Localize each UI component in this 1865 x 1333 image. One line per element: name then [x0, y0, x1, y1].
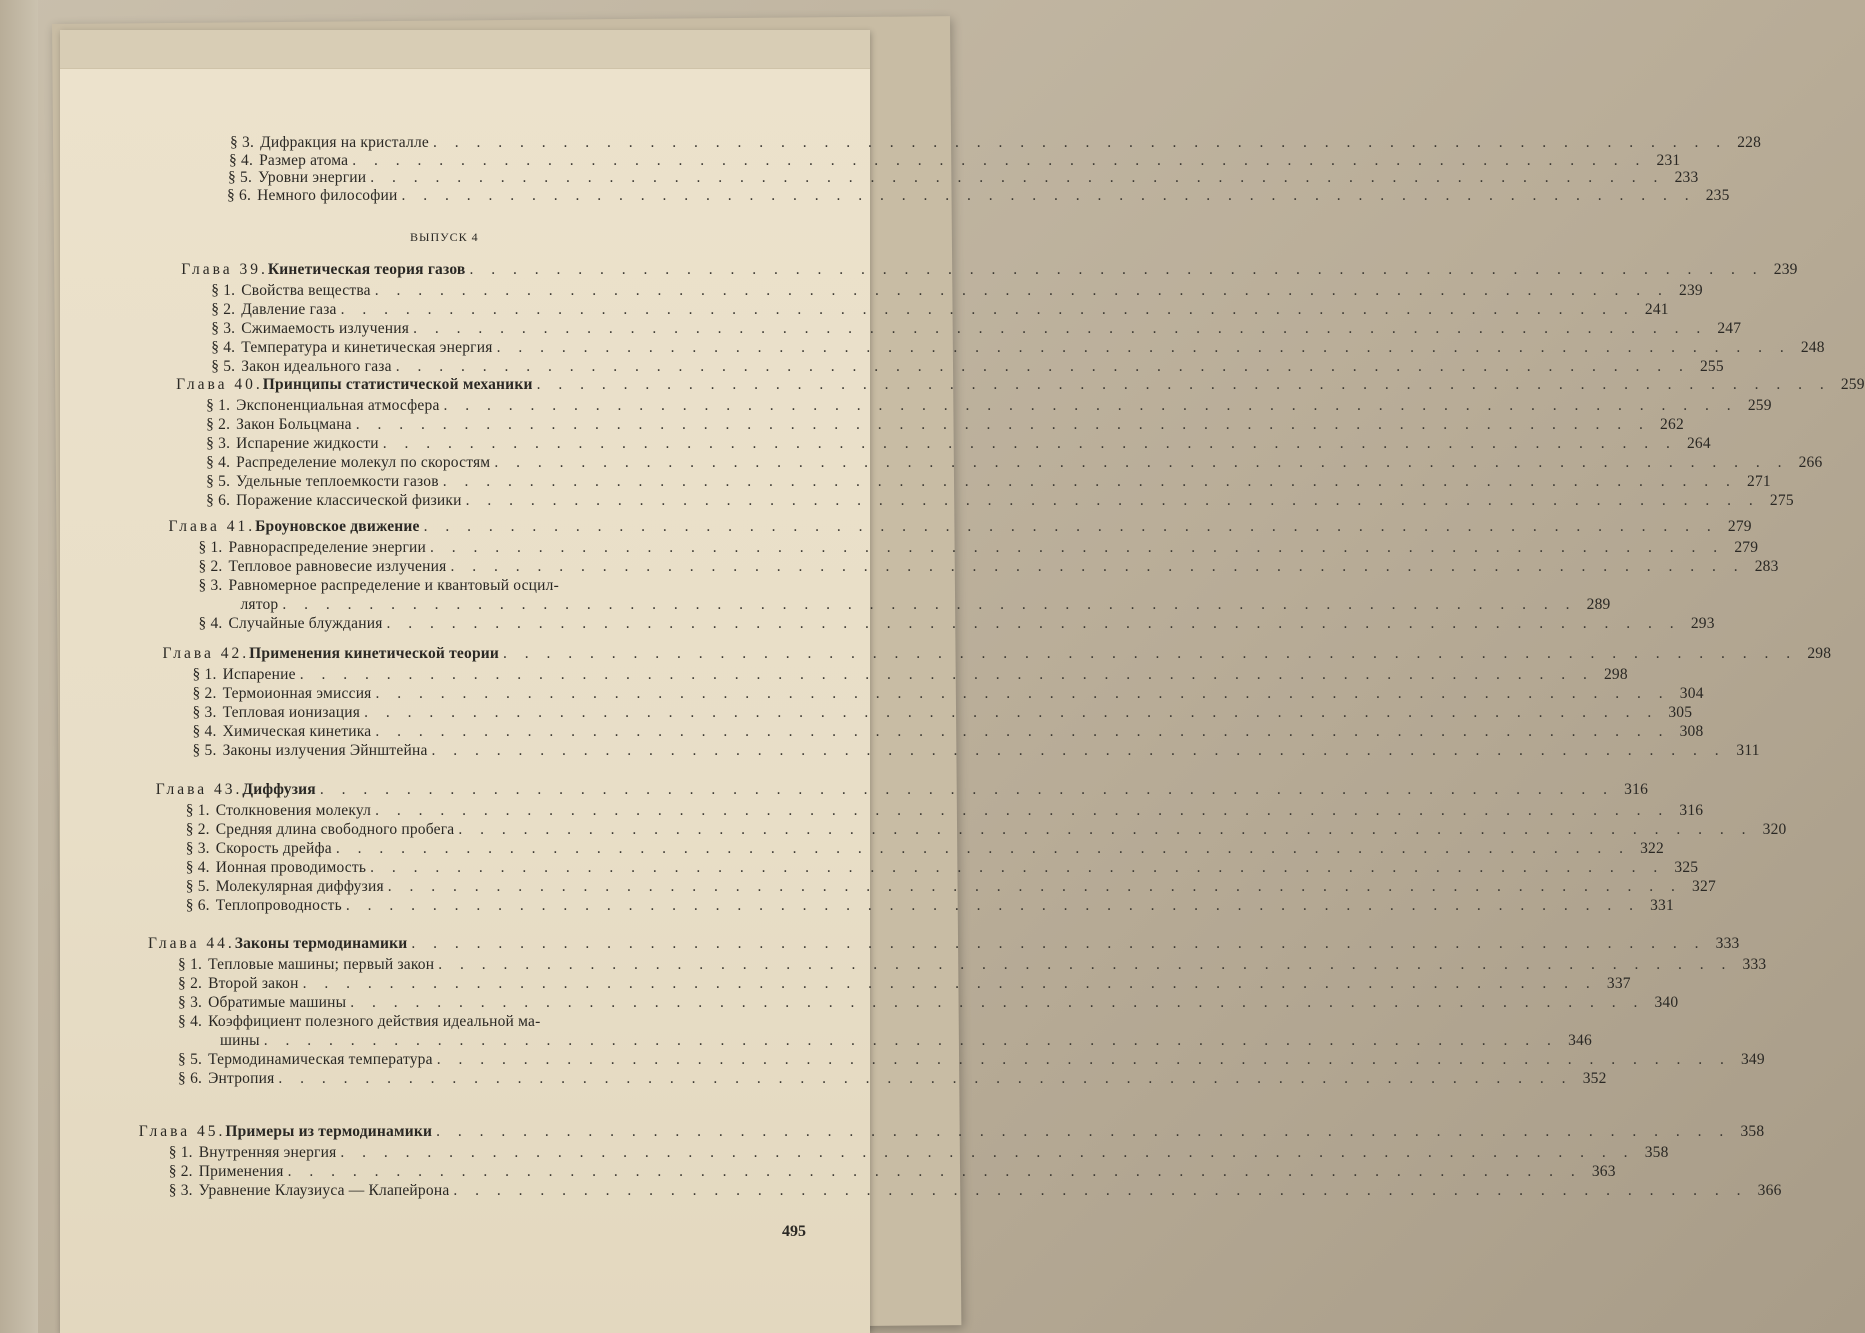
page-ref: 259	[1747, 397, 1772, 414]
dot-leader: . . . . . . . . . . . . . . . . . . . . . . . . . . . . . . . . . . . . . . . . . . . . . . . . . . . . . . . . . . . .	[375, 685, 1670, 702]
page-ref: 262	[1660, 416, 1684, 433]
page-ref: 289	[1586, 596, 1611, 613]
section-marker: § 4.	[198, 615, 223, 632]
section-marker: § 4.	[192, 723, 217, 740]
section-title: Термодинамическая температура	[208, 1051, 433, 1068]
section-title: Испарение	[222, 666, 296, 683]
page-ref: 235	[1705, 186, 1730, 204]
section-title-continuation: лятор	[240, 596, 279, 613]
section-entry-continuation	[240, 596, 1611, 616]
dot-leader: . . . . . . . . . . . . . . . . . . . . . . . . . . . . . . . . . . . . . . . . . . . . . . . . . . . . . . . . . . . .	[282, 596, 1577, 613]
page-ref: 322	[1640, 840, 1664, 857]
page-ref: 228	[1737, 134, 1762, 151]
section-marker: § 1.	[178, 956, 203, 973]
dot-leader: . . . . . . . . . . . . . . . . . . . . . . . . . . . . . . . . . . . . . . . . . . . . . . . . . . . . . . . . . . . .	[350, 994, 1645, 1011]
section-entry	[198, 558, 1779, 578]
section-entry	[178, 956, 1767, 976]
section-entry	[178, 975, 1631, 995]
dot-leader: . . . . . . . . . . . . . . . . . . . . . . . . . . . . . . . . . . . . . . . . . . . . . . . . . . . . . . . . . . . .	[364, 704, 1659, 721]
section-title: Молекулярная диффузия	[215, 878, 384, 895]
section-entry	[198, 615, 1715, 635]
dot-leader: . . . . . . . . . . . . . . . . . . . . . . . . . . . . . . . . . . . . . . . . . . . . . . . . . . . . . . . . . . . .	[432, 134, 1728, 151]
section-entry	[198, 539, 1759, 559]
section-marker: § 2.	[211, 301, 236, 318]
section-entry	[211, 282, 1703, 302]
dot-leader: . . . . . . . . . . . . . . . . . . . . . . . . . . . . . . . . . . . . . . . . . . . . . . . . . . . . . . . . . . . .	[423, 518, 1718, 535]
dot-leader: . . . . . . . . . . . . . . . . . . . . . . . . . . . . . . . . . . . . . . . . . . . . . . . . . . . . . . . . . . . .	[443, 397, 1738, 414]
section-entry	[192, 704, 1693, 724]
section-title: Ионная проводимость	[215, 859, 367, 876]
section-marker: § 1.	[185, 802, 210, 819]
section-marker: § 5.	[228, 169, 253, 186]
section-entry	[192, 685, 1704, 705]
section-entry	[185, 840, 1664, 860]
page-ref: 327	[1692, 878, 1716, 895]
section-title: Случайные блуждания	[228, 615, 383, 632]
page-ref: 358	[1740, 1123, 1765, 1140]
section-marker: § 1.	[168, 1144, 193, 1161]
section-entry	[211, 339, 1825, 359]
page-ref: 279	[1727, 518, 1752, 535]
section-marker: § 3.	[206, 435, 231, 452]
section-marker: § 5.	[211, 358, 236, 375]
page-ref: 331	[1650, 897, 1674, 914]
page-ref: 320	[1762, 821, 1787, 838]
page-ref: 298	[1807, 645, 1832, 662]
dot-leader: . . . . . . . . . . . . . . . . . . . . . . . . . . . . . . . . . . . . . . . . . . . . . . . . . . . . . . . . . . . .	[375, 723, 1670, 740]
dot-leader: . . . . . . . . . . . . . . . . . . . . . . . . . . . . . . . . . . . . . . . . . . . . . . . . . . . . . . . . . . . .	[536, 376, 1831, 393]
section-marker: § 4.	[229, 151, 254, 169]
dot-leader: . . . . . . . . . . . . . . . . . . . . . . . . . . . . . . . . . . . . . . . . . . . . . . . . . . . . . . . . . . . .	[370, 859, 1665, 876]
page-ref: 366	[1757, 1182, 1782, 1199]
page-ref: 275	[1769, 492, 1794, 509]
chapter-label: Глава 40.	[176, 376, 263, 393]
dot-leader: . . . . . . . . . . . . . . . . . . . . . . . . . . . . . . . . . . . . . . . . . . . . . . . . . . . . . . . . . . . .	[386, 615, 1681, 632]
page-ref: 325	[1674, 859, 1699, 876]
section-title: Дифракция на кристалле	[260, 134, 429, 151]
page-ref: 349	[1740, 1051, 1765, 1068]
section-title: Химическая кинетика	[222, 723, 372, 740]
page-ref: 337	[1606, 975, 1631, 992]
section-marker: § 1.	[206, 397, 231, 414]
section-entry	[168, 1163, 1616, 1183]
section-title: Столкновения молекул	[215, 802, 372, 819]
section-marker: § 3.	[230, 134, 255, 151]
section-entry	[185, 897, 1674, 917]
page-ref: 255	[1699, 358, 1724, 375]
section-marker: § 5.	[192, 742, 217, 759]
dot-leader: . . . . . . . . . . . . . . . . . . . . . . . . . . . . . . . . . . . . . . . . . . . . . . . . . . . . . . . . . . . .	[442, 473, 1737, 490]
section-entry	[198, 577, 746, 597]
section-title: Удельные теплоемкости газов	[236, 473, 439, 490]
issue-heading: ВЫПУСК 4	[410, 230, 479, 244]
section-entry	[206, 397, 1772, 417]
section-title: Поражение классической физики	[236, 492, 462, 509]
dot-leader: . . . . . . . . . . . . . . . . . . . . . . . . . . . . . . . . . . . . . . . . . . . . . . . . . . . . . . . . . . . .	[382, 435, 1677, 452]
section-entry	[178, 1051, 1765, 1071]
section-entry	[227, 186, 1730, 207]
book-page	[60, 30, 1865, 1333]
section-entry	[211, 358, 1724, 378]
chapter-label: Глава 45.	[138, 1123, 226, 1140]
section-title: Испарение жидкости	[236, 435, 379, 452]
section-title: Распределение молекул по скоростям	[236, 454, 491, 471]
section-entry	[206, 416, 1684, 436]
section-title: Уравнение Клаузиуса — Клапейрона	[198, 1182, 450, 1199]
table-edge	[0, 0, 38, 1333]
table-of-contents	[60, 30, 1865, 1333]
dot-leader: . . . . . . . . . . . . . . . . . . . . . . . . . . . . . . . . . . . . . . . . . . . . . . . . . . . . . . . . . . . .	[436, 1123, 1731, 1140]
section-marker: § 6.	[206, 492, 231, 509]
section-entry	[178, 994, 1679, 1014]
section-entry	[185, 859, 1699, 879]
page-ref: 304	[1679, 685, 1704, 702]
section-title: Второй закон	[208, 975, 299, 992]
section-marker: § 6.	[178, 1070, 203, 1087]
chapter-label: Глава 44.	[148, 935, 235, 952]
page-ref: 266	[1798, 454, 1823, 471]
dot-leader: . . . . . . . . . . . . . . . . . . . . . . . . . . . . . . . . . . . . . . . . . . . . . . . . . . . . . . . . . . . .	[431, 742, 1726, 759]
section-entry	[211, 301, 1669, 321]
section-entry	[206, 454, 1823, 474]
page-ref: 308	[1679, 723, 1704, 740]
dot-leader: . . . . . . . . . . . . . . . . . . . . . . . . . . . . . . . . . . . . . . . . . . . . . . . . . . . . . . . . . . . .	[335, 840, 1630, 857]
page-ref: 305	[1668, 704, 1693, 721]
page-ref: 239	[1773, 261, 1798, 278]
dot-leader: . . . . . . . . . . . . . . . . . . . . . . . . . . . . . . . . . . . . . . . . . . . . . . . . . . . . . . . . . . . .	[355, 416, 1650, 433]
dot-leader: . . . . . . . . . . . . . . . . . . . . . . . . . . . . . . . . . . . . . . . . . . . . . . . . . . . . . . . . . . . .	[340, 301, 1635, 318]
section-entry	[178, 1070, 1607, 1090]
dot-leader: . . . . . . . . . . . . . . . . . . . . . . . . . . . . . . . . . . . . . . . . . . . . . . . . . . . . . . . . . . . .	[302, 975, 1597, 992]
section-title: Применения	[198, 1163, 284, 1180]
dot-leader: . . . . . . . . . . . . . . . . . . . . . . . . . . . . . . . . . . . . . . . . . . . . . . . . . . . . . . . . . . . .	[387, 878, 1682, 895]
page-ref: 340	[1654, 994, 1679, 1011]
section-entry	[192, 742, 1760, 762]
section-marker: § 1.	[192, 666, 217, 683]
section-title-continuation: шины	[220, 1032, 260, 1049]
dot-leader: . . . . . . . . . . . . . . . . . . . . . . . . . . . . . . . . . . . . . . . . . . . . . . . . . . . . . . . . . . . .	[469, 261, 1764, 278]
page-ref: 352	[1582, 1070, 1607, 1087]
chapter-title: Примеры из термодинамики	[225, 1123, 433, 1140]
dot-leader: . . . . . . . . . . . . . . . . . . . . . . . . . . . . . . . . . . . . . . . . . . . . . . . . . . . . . . . . . . . .	[375, 802, 1670, 819]
page-ref: 233	[1674, 169, 1699, 186]
section-title: Закон Больцмана	[236, 416, 352, 433]
dot-leader: . . . . . . . . . . . . . . . . . . . . . . . . . . . . . . . . . . . . . . . . . . . . . . . . . . . . . . . . . . . .	[411, 935, 1706, 952]
section-marker: § 2.	[206, 416, 231, 433]
dot-leader: . . . . . . . . . . . . . . . . . . . . . . . . . . . . . . . . . . . . . . . . . . . . . . . . . . . . . . . . . . . .	[278, 1070, 1573, 1087]
section-entry	[178, 1013, 743, 1033]
section-title: Уровни энергии	[258, 169, 367, 186]
chapter-label: Глава 41.	[168, 518, 256, 535]
section-title: Термоионная эмиссия	[222, 685, 372, 702]
chapter-entry	[162, 645, 1832, 665]
chapter-entry	[138, 1123, 1765, 1143]
section-title: Энтропия	[208, 1070, 275, 1087]
chapter-entry	[155, 781, 1649, 801]
section-entry-continuation	[220, 1032, 1592, 1052]
section-entry	[185, 821, 1787, 841]
page-ref: 363	[1591, 1163, 1616, 1180]
section-title: Равнораспределение энергии	[228, 539, 427, 556]
section-marker: § 4.	[211, 339, 236, 356]
section-marker: § 2.	[185, 821, 210, 838]
section-marker: § 3.	[185, 840, 210, 857]
page-ref: 239	[1679, 282, 1703, 299]
page-ref: 298	[1603, 666, 1628, 683]
chapter-title: Законы термодинамики	[234, 935, 408, 952]
section-title: Закон идеального газа	[241, 358, 392, 375]
section-marker: § 4.	[178, 1013, 203, 1030]
section-title: Экспоненциальная атмосфера	[236, 397, 440, 414]
page-ref: 271	[1747, 473, 1771, 490]
chapter-label: Глава 43.	[155, 781, 243, 798]
section-marker: § 2.	[178, 975, 203, 992]
dot-leader: . . . . . . . . . . . . . . . . . . . . . . . . . . . . . . . . . . . . . . . . . . . . . . . . . . . . . . . . . . . .	[299, 666, 1594, 683]
page-ref: 247	[1717, 320, 1742, 337]
section-title: Внутренняя энергия	[198, 1144, 337, 1161]
chapter-title: Принципы статистической механики	[262, 376, 533, 393]
section-title: Законы излучения Эйнштейна	[222, 742, 428, 759]
section-marker: § 5.	[185, 878, 210, 895]
section-title: Свойства вещества	[241, 282, 371, 299]
section-marker: § 2.	[168, 1163, 193, 1180]
dot-leader: . . . . . . . . . . . . . . . . . . . . . . . . . . . . . . . . . . . . . . . . . . . . . . . . . . . . . . . . . . . .	[496, 339, 1791, 356]
dot-leader: . . . . . . . . . . . . . . . . . . . . . . . . . . . . . . . . . . . . . . . . . . . . . . . . . . . . . . . . . . . .	[401, 186, 1696, 204]
section-marker: § 5.	[206, 473, 231, 490]
page-ref: 333	[1742, 956, 1767, 973]
section-title: Тепловые машины; первый закон	[208, 956, 435, 973]
dot-leader: . . . . . . . . . . . . . . . . . . . . . . . . . . . . . . . . . . . . . . . . . . . . . . . . . . . . . . . . . . . .	[263, 1032, 1558, 1049]
dot-leader: . . . . . . . . . . . . . . . . . . . . . . . . . . . . . . . . . . . . . . . . . . . . . . . . . . . . . . . . . . . .	[453, 1182, 1748, 1199]
section-entry	[192, 666, 1628, 686]
page-ref: 358	[1644, 1144, 1669, 1161]
section-title: Температура и кинетическая энергия	[241, 339, 493, 356]
section-marker: § 1.	[211, 282, 236, 299]
chapter-title: Кинетическая теория газов	[267, 261, 466, 278]
section-title: Размер атома	[259, 151, 349, 169]
page-ref: 311	[1736, 742, 1760, 759]
page-ref: 333	[1715, 935, 1740, 952]
section-marker: § 2.	[192, 685, 217, 702]
dot-leader: . . . . . . . . . . . . . . . . . . . . . . . . . . . . . . . . . . . . . . . . . . . . . . . . . . . . . . . . . . . .	[287, 1163, 1582, 1180]
section-title: Сжимаемость излучения	[241, 320, 410, 337]
dot-leader: . . . . . . . . . . . . . . . . . . . . . . . . . . . . . . . . . . . . . . . . . . . . . . . . . . . . . . . . . . . .	[503, 645, 1798, 662]
section-entry	[185, 878, 1716, 898]
section-entry	[206, 492, 1794, 512]
dot-leader: . . . . . . . . . . . . . . . . . . . . . . . . . . . . . . . . . . . . . . . . . . . . . . . . . . . . . . . . . . . .	[450, 558, 1745, 575]
chapter-entry	[148, 935, 1740, 955]
dot-leader: . . . . . . . . . . . . . . . . . . . . . . . . . . . . . . . . . . . . . . . . . . . . . . . . . . . . . . . . . . . .	[374, 282, 1669, 299]
dot-leader: . . . . . . . . . . . . . . . . . . . . . . . . . . . . . . . . . . . . . . . . . . . . . . . . . . . . . . . . . . . .	[494, 454, 1789, 471]
section-title: Тепловое равновесие излучения	[228, 558, 447, 575]
page-ref: 248	[1800, 339, 1825, 356]
section-title: Скорость дрейфа	[215, 840, 332, 857]
page-ref: 316	[1679, 802, 1704, 819]
page-ref: 264	[1686, 435, 1711, 452]
dot-leader: . . . . . . . . . . . . . . . . . . . . . . . . . . . . . . . . . . . . . . . . . . . . . . . . . . . . . . . . . . . .	[438, 956, 1733, 973]
page-ref: 231	[1656, 151, 1681, 169]
page-ref: 346	[1568, 1032, 1592, 1049]
section-title: Тепловая ионизация	[222, 704, 361, 721]
section-title: Средняя длина свободного пробега	[215, 821, 455, 838]
dot-leader: . . . . . . . . . . . . . . . . . . . . . . . . . . . . . . . . . . . . . . . . . . . . . . . . . . . . . . . . . . . .	[345, 897, 1640, 914]
page-ref: 241	[1644, 301, 1669, 318]
section-marker: § 4.	[206, 454, 231, 471]
dot-leader: . . . . . . . . . . . . . . . . . . . . . . . . . . . . . . . . . . . . . . . . . . . . . . . . . . . . . . . . . . . .	[370, 169, 1665, 186]
section-marker: § 3.	[178, 994, 203, 1011]
section-entry	[211, 320, 1742, 340]
section-entry	[168, 1182, 1782, 1202]
section-title: Обратимые машины	[208, 994, 347, 1011]
section-title: Теплопроводность	[215, 897, 342, 914]
page-ref: 259	[1840, 376, 1865, 393]
section-entry	[192, 723, 1704, 743]
chapter-entry	[168, 518, 1752, 538]
dot-leader: . . . . . . . . . . . . . . . . . . . . . . . . . . . . . . . . . . . . . . . . . . . . . . . . . . . . . . . . . . . .	[436, 1051, 1731, 1068]
chapter-title: Применения кинетической теории	[249, 645, 500, 662]
chapter-label: Глава 42.	[162, 645, 250, 662]
section-entry	[168, 1144, 1669, 1164]
section-entry	[206, 473, 1771, 493]
section-marker: § 3.	[211, 320, 236, 337]
section-title: Равномерное распределение и квантовый осцил-	[228, 577, 559, 594]
section-marker: § 3.	[168, 1182, 193, 1199]
page-ref: 293	[1690, 615, 1715, 632]
section-marker: § 4.	[185, 859, 210, 876]
page-ref: 279	[1734, 539, 1759, 556]
section-entry	[206, 435, 1711, 455]
section-title: Давление газа	[241, 301, 337, 318]
dot-leader: . . . . . . . . . . . . . . . . . . . . . . . . . . . . . . . . . . . . . . . . . . . . . . . . . . . . . . . . . . . .	[465, 492, 1760, 509]
page-ref: 316	[1624, 781, 1649, 798]
chapter-entry	[181, 261, 1798, 281]
chapter-title: Диффузия	[242, 781, 316, 798]
chapter-label: Глава 39.	[181, 261, 268, 278]
dot-leader: . . . . . . . . . . . . . . . . . . . . . . . . . . . . . . . . . . . . . . . . . . . . . . . . . . . . . . . . . . . .	[458, 821, 1753, 838]
dot-leader: . . . . . . . . . . . . . . . . . . . . . . . . . . . . . . . . . . . . . . . . . . . . . . . . . . . . . . . . . . . .	[352, 151, 1647, 169]
section-marker: § 2.	[198, 558, 223, 575]
chapter-title: Броуновское движение	[255, 518, 420, 535]
section-marker: § 1.	[198, 539, 223, 556]
dot-leader: . . . . . . . . . . . . . . . . . . . . . . . . . . . . . . . . . . . . . . . . . . . . . . . . . . . . . . . . . . . .	[413, 320, 1708, 337]
section-title: Немного философии	[257, 186, 398, 204]
chapter-entry	[176, 376, 1865, 396]
section-marker: § 6.	[185, 897, 210, 914]
section-marker: § 3.	[198, 577, 223, 594]
dot-leader: . . . . . . . . . . . . . . . . . . . . . . . . . . . . . . . . . . . . . . . . . . . . . . . . . . . . . . . . . . . .	[395, 358, 1690, 375]
section-title: Коэффициент полезного действия идеальной ма-	[208, 1013, 541, 1030]
section-marker: § 6.	[227, 186, 252, 204]
page-ref: 283	[1754, 558, 1779, 575]
dot-leader: . . . . . . . . . . . . . . . . . . . . . . . . . . . . . . . . . . . . . . . . . . . . . . . . . . . . . . . . . . . .	[430, 539, 1725, 556]
dot-leader: . . . . . . . . . . . . . . . . . . . . . . . . . . . . . . . . . . . . . . . . . . . . . . . . . . . . . . . . . . . .	[340, 1144, 1635, 1161]
section-entry	[185, 802, 1704, 822]
page-number: 495	[782, 1223, 806, 1240]
section-marker: § 5.	[178, 1051, 203, 1068]
dot-leader: . . . . . . . . . . . . . . . . . . . . . . . . . . . . . . . . . . . . . . . . . . . . . . . . . . . . . . . . . . . .	[319, 781, 1615, 798]
section-marker: § 3.	[192, 704, 217, 721]
